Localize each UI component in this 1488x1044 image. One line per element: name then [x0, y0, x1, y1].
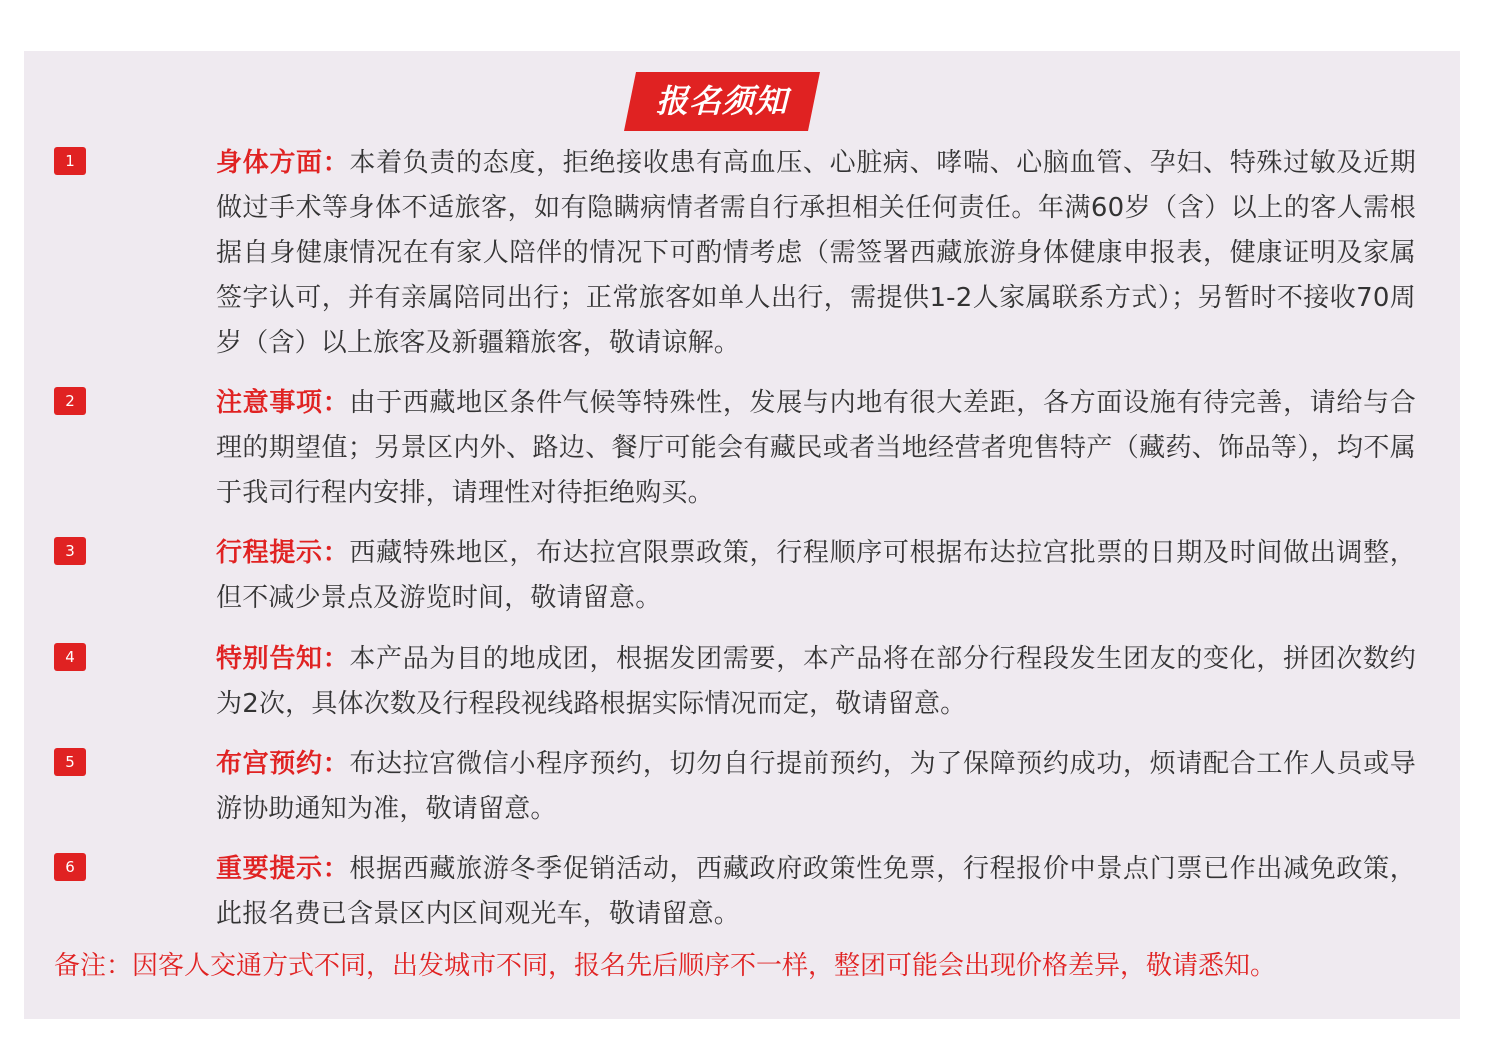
item-text: 根据西藏旅游冬季促销活动，西藏政府政策性免票，行程报价中景点门票已作出减免政策，此报名费已含景区内区间观光车，敬请留意。	[216, 854, 1416, 929]
item-content	[216, 637, 1416, 727]
item-text: 本产品为目的地成团，根据发团需要，本产品将在部分行程段发生团友的变化，拼团次数约为2次，具体次数及行程段视线路根据实际情况而定，敬请留意。	[216, 644, 1416, 719]
item-label: 行程提示：	[216, 538, 350, 568]
item-content	[216, 141, 1416, 366]
item-label: 重要提示：	[216, 854, 350, 884]
item-label: 身体方面：	[216, 148, 350, 178]
page-title: 报名须知	[655, 82, 788, 120]
item-label: 布宫预约：	[216, 749, 350, 779]
item-content	[216, 531, 1416, 621]
section-title-banner	[624, 72, 820, 131]
item-number-badge: 6	[54, 853, 86, 881]
item-number-badge: 4	[54, 643, 86, 671]
item-number-badge: 5	[54, 748, 86, 776]
item-text: 西藏特殊地区，布达拉宫限票政策，行程顺序可根据布达拉宫批票的日期及时间做出调整，但不减少景点及游览时间，敬请留意。	[216, 538, 1416, 613]
item-text: 本着负责的态度，拒绝接收患有高血压、心脏病、哮喘、心脑血管、孕妇、特殊过敏及近期做过手术等身体不适旅客，如有隐瞒病情者需自行承担相关任何责任。年满60岁（含）以上的客人需根据自身健康情况在有家人陪伴的情况下可酌情考虑（需签署西藏旅游身体健康申报表，健康证明及家属签字认可，并有亲属陪同出行；正常旅客如单人出行，需提供1-2人家属联系方式）；另暂时不接收70周岁（含）以上旅客及新疆籍旅客，敬请谅解。	[216, 148, 1416, 358]
item-content	[216, 742, 1416, 832]
item-content	[216, 381, 1416, 516]
item-label: 注意事项：	[216, 388, 350, 418]
item-text: 由于西藏地区条件气候等特殊性，发展与内地有很大差距，各方面设施有待完善，请给与合理的期望值；另景区内外、路边、餐厅可能会有藏民或者当地经营者兜售特产（藏药、饰品等），均不属于我司行程内安排，请理性对待拒绝购买。	[216, 388, 1416, 508]
item-number-badge: 3	[54, 537, 86, 565]
item-content	[216, 847, 1416, 937]
item-number-badge: 1	[54, 147, 86, 175]
item-text: 布达拉宫微信小程序预约，切勿自行提前预约，为了保障预约成功，烦请配合工作人员或导游协助通知为准，敬请留意。	[216, 749, 1416, 824]
footnote-remark: 备注：因客人交通方式不同，出发城市不同，报名先后顺序不一样，整团可能会出现价格差异，敬请悉知。	[54, 951, 1277, 981]
item-number-badge: 2	[54, 387, 86, 415]
item-label: 特别告知：	[216, 644, 350, 674]
